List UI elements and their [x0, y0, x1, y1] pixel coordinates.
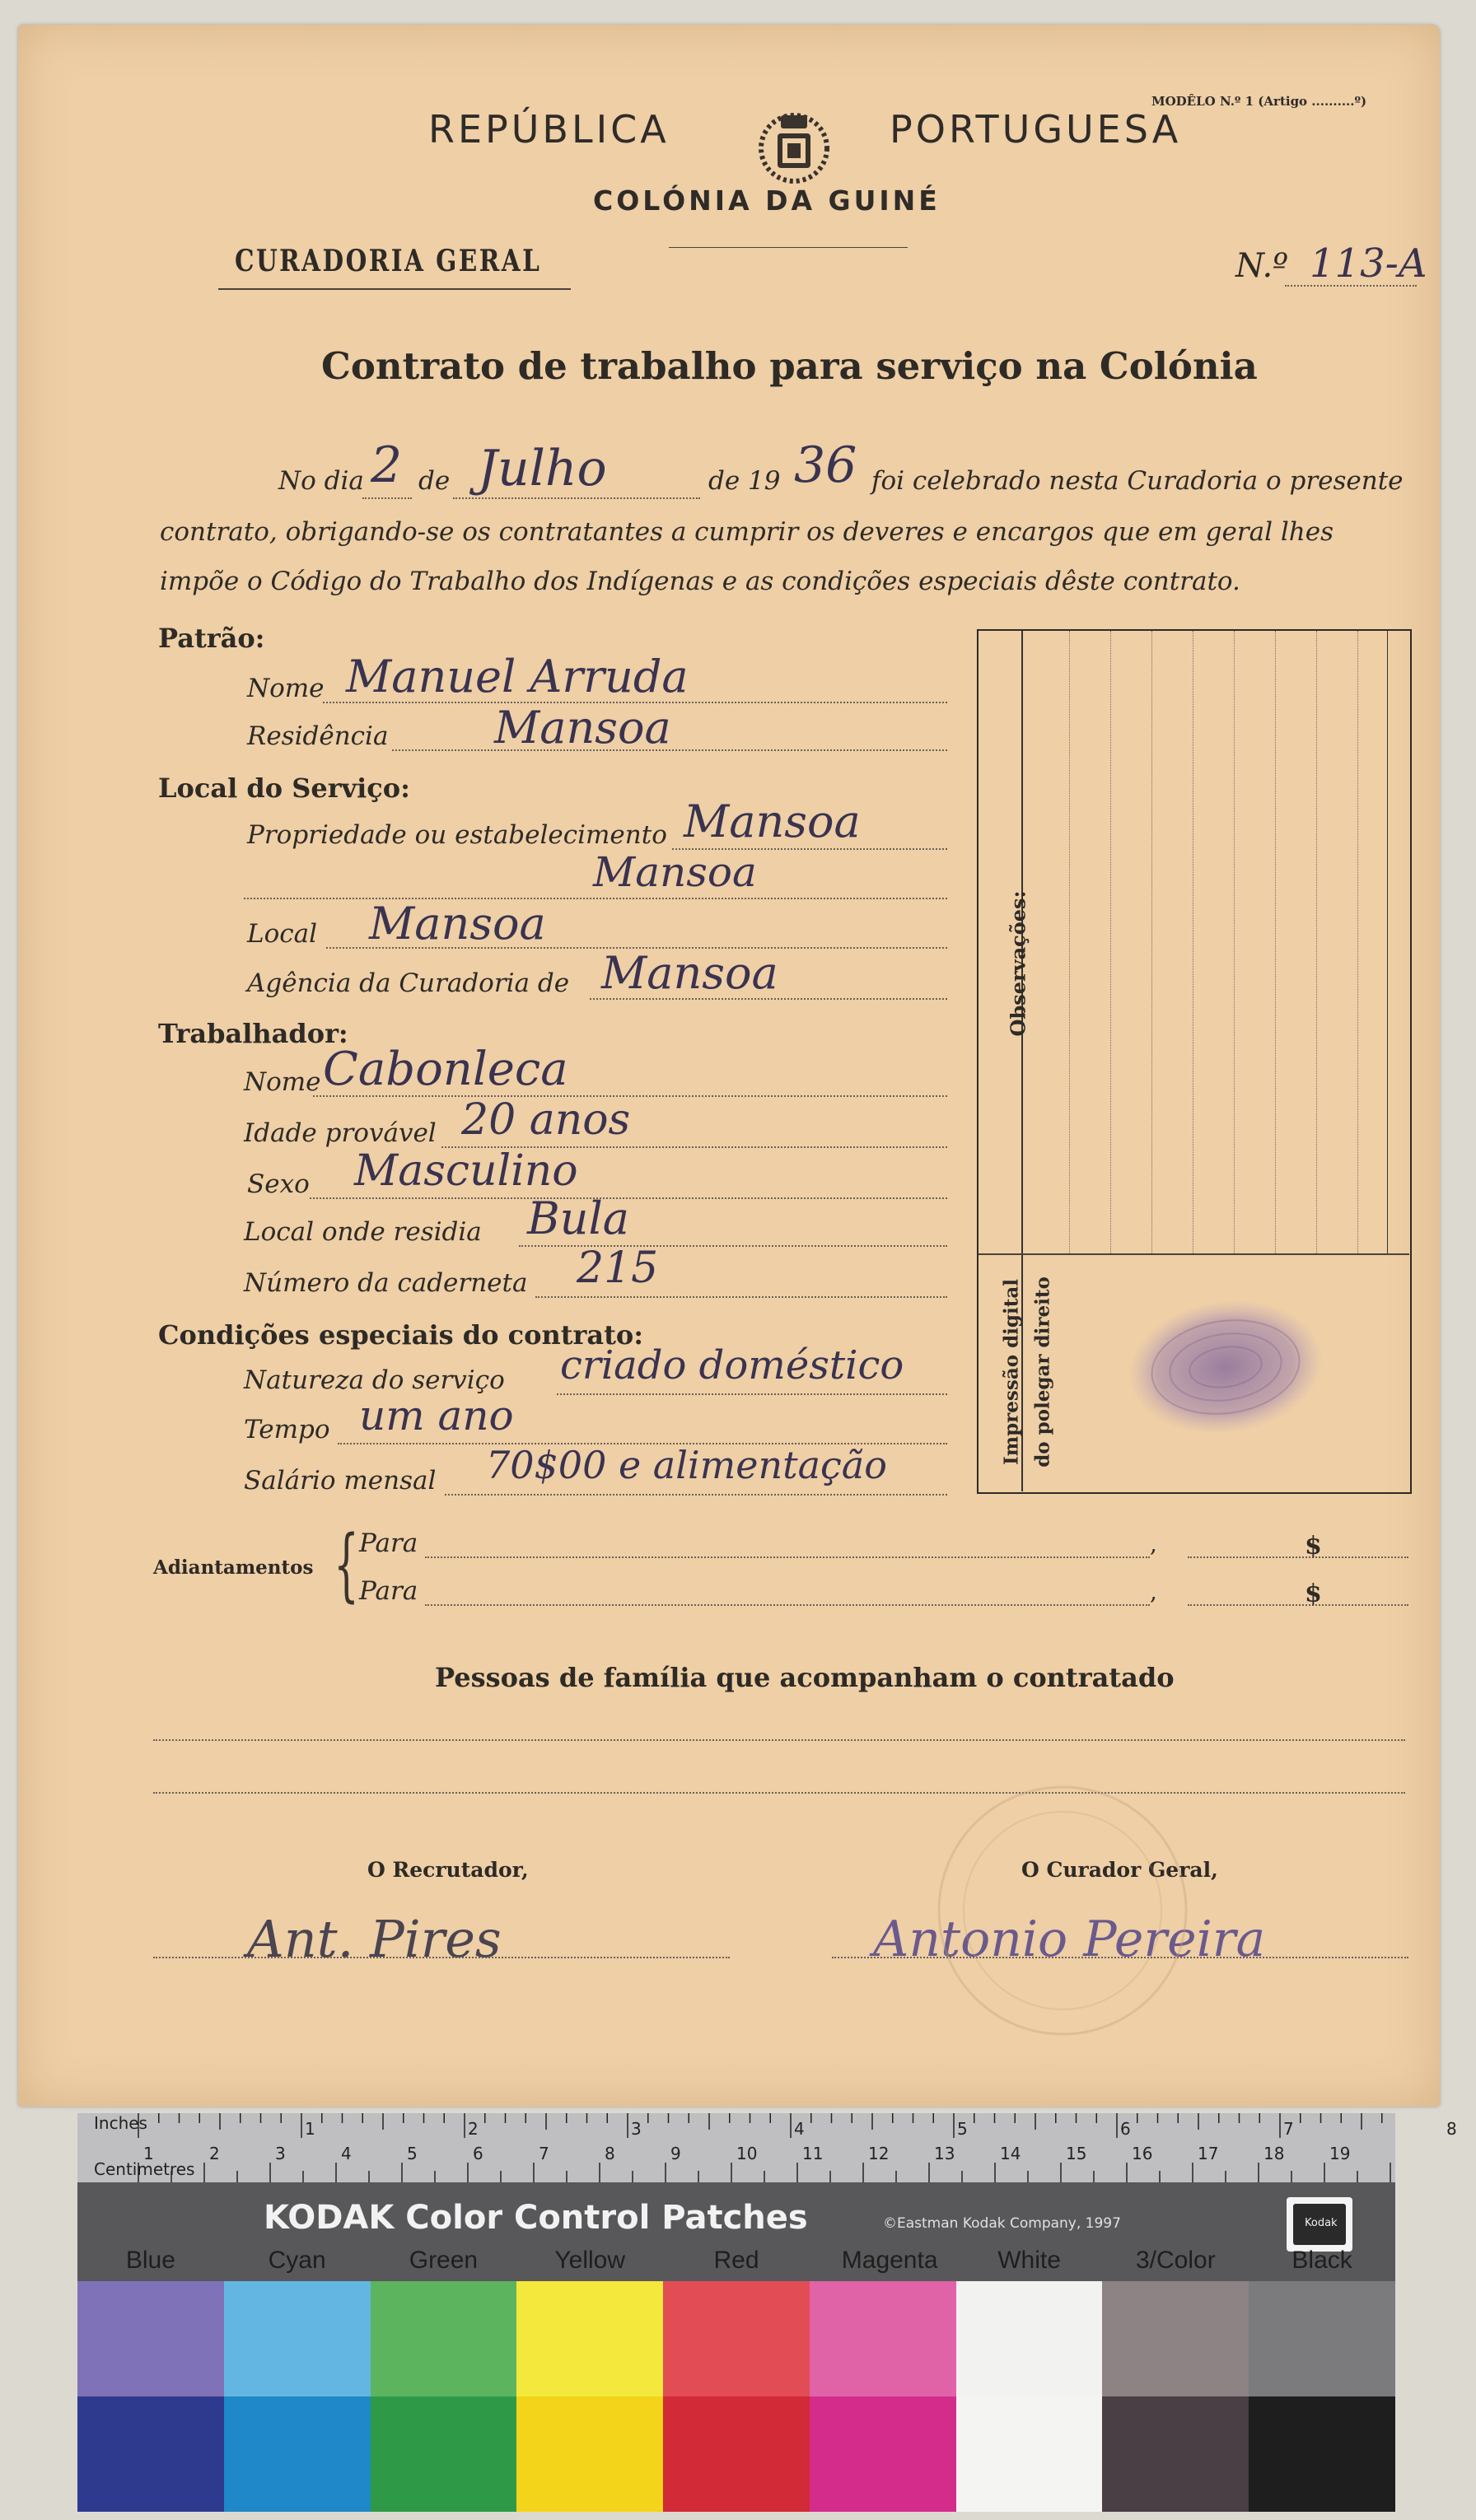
idade-label: Idade provável — [244, 1118, 437, 1148]
obs-col-3 — [1151, 631, 1152, 1253]
color-patch-top — [224, 2281, 371, 2396]
inch-tick-label: 7 — [1283, 2119, 1294, 2139]
number-dots — [1285, 285, 1417, 287]
thumbprint-icon — [1117, 1291, 1331, 1440]
local-value: Mansoa — [369, 898, 546, 950]
family-line-2 — [153, 1792, 1405, 1794]
adiantamento-comma-1: , — [1150, 1530, 1157, 1557]
inch-tick-label: 6 — [1120, 2119, 1131, 2139]
obs-col-8 — [1357, 631, 1358, 1253]
agencia-value: Mansoa — [601, 947, 778, 999]
color-patch-top — [371, 2281, 517, 2396]
caderneta-dots — [535, 1296, 947, 1298]
republic-left: REPÚBLICA — [428, 107, 670, 152]
republic-right: PORTUGUESA — [890, 107, 1182, 152]
patrao-heading: Patrão: — [158, 623, 265, 654]
adiantamento-currency-1: $ — [1305, 1532, 1322, 1561]
intro-month-dots — [453, 497, 700, 499]
thumb-label-2: do polegar direito — [1031, 1276, 1054, 1468]
recrutador-signature: Ant. Pires — [247, 1909, 502, 1969]
kodak-copyright: ©Eastman Kodak Company, 1997 — [883, 2215, 1121, 2232]
salario-dots — [445, 1494, 947, 1496]
cm-tick-label: 3 — [275, 2144, 286, 2163]
color-patch-bottom — [77, 2396, 224, 2512]
ruler-centimetres-label: Centimetres — [94, 2159, 195, 2179]
header-divider — [669, 247, 908, 248]
recrutador-dots — [153, 1957, 730, 1958]
adiantamento-comma-2: , — [1150, 1578, 1157, 1605]
tempo-value: um ano — [359, 1392, 514, 1440]
observacoes-label: Observações: — [1006, 890, 1030, 1037]
inch-tick-label: 2 — [468, 2119, 479, 2139]
propriedade-value: Mansoa — [684, 796, 861, 847]
color-patch-bottom — [1102, 2396, 1249, 2512]
cm-tick-label: 7 — [539, 2144, 549, 2163]
adiantamento-amount-2-dots — [1188, 1604, 1408, 1606]
color-patch-top — [77, 2281, 224, 2396]
obs-col-5 — [1234, 631, 1235, 1253]
obs-col-2 — [1110, 631, 1111, 1253]
color-patch-bottom — [810, 2396, 956, 2512]
cm-tick-label: 11 — [802, 2144, 824, 2163]
obs-col-6 — [1275, 631, 1276, 1253]
patch-label-black: Black — [1292, 2247, 1352, 2274]
cm-tick-label: 2 — [209, 2144, 220, 2163]
obs-col-right — [1387, 631, 1388, 1253]
condicoes-heading: Condições especiais do contrato: — [158, 1319, 644, 1351]
salario-label: Salário mensal — [244, 1466, 437, 1496]
agencia-label: Agência da Curadoria de — [247, 968, 570, 998]
sexo-value: Masculino — [354, 1146, 578, 1196]
idade-value: 20 anos — [461, 1095, 631, 1145]
salario-value: 70$00 e alimentação — [486, 1443, 887, 1487]
cm-tick-label: 10 — [736, 2144, 758, 2163]
color-patch-top — [516, 2281, 663, 2396]
patrao-residencia-value: Mansoa — [494, 702, 671, 754]
agencia-dots — [590, 998, 947, 1000]
trabalhador-nome-value: Cabonleca — [323, 1043, 568, 1096]
residia-value: Bula — [527, 1192, 629, 1244]
intro-line3: impõe o Código do Trabalho dos Indígenas e as condições especiais dêste contrato. — [160, 567, 1240, 596]
official-seal-icon — [931, 1779, 1194, 2042]
patch-label-red: Red — [713, 2247, 759, 2274]
model-number: MODÊLO N.º 1 (Artigo ..........º) — [1151, 94, 1367, 109]
kodak-logo-text: Kodak — [1305, 2217, 1338, 2229]
natureza-value: criado doméstico — [560, 1342, 904, 1388]
caderneta-label: Número da caderneta — [244, 1268, 528, 1298]
patrao-nome-label: Nome — [247, 674, 325, 703]
trabalhador-nome-label: Nome — [244, 1067, 321, 1097]
adiantamento-currency-2: $ — [1305, 1580, 1322, 1608]
cm-tick-label: 13 — [934, 2144, 955, 2163]
color-patch-bottom — [371, 2396, 517, 2512]
curador-label: O Curador Geral, — [1021, 1858, 1218, 1882]
ruler-ticks — [77, 2113, 1457, 2182]
cm-tick-label: 16 — [1132, 2144, 1153, 2163]
contract-title: Contrato de trabalho para serviço na Colónia — [321, 344, 1258, 388]
measurement-ruler — [77, 2113, 1457, 2182]
color-patch-top — [810, 2281, 956, 2396]
patch-label-yellow: Yellow — [554, 2247, 626, 2274]
intro-de-19: de 19 — [708, 466, 781, 496]
patrao-nome-value: Manuel Arruda — [346, 651, 689, 702]
color-patch-bottom — [1249, 2396, 1395, 2512]
color-patch-top — [1249, 2281, 1395, 2396]
coat-of-arms-icon — [750, 105, 838, 188]
color-patch-bottom — [663, 2396, 810, 2512]
propriedade-label: Propriedade ou estabelecimento — [247, 820, 667, 850]
color-patch-top — [663, 2281, 810, 2396]
cm-tick-label: 1 — [143, 2144, 154, 2163]
family-heading: Pessoas de família que acompanham o contratado — [435, 1662, 1175, 1693]
adiantamentos-label: Adiantamentos — [153, 1556, 314, 1579]
inch-tick-label: 3 — [631, 2119, 642, 2139]
color-patch-bottom — [956, 2396, 1103, 2512]
patch-label-green: Green — [409, 2247, 479, 2274]
residia-label: Local onde residia — [244, 1217, 482, 1247]
cm-tick-label: 15 — [1066, 2144, 1087, 2163]
inch-tick-label: 8 — [1446, 2119, 1457, 2139]
patch-label-cyan: Cyan — [268, 2247, 326, 2274]
family-line-1 — [153, 1739, 1405, 1741]
patch-label-blue: Blue — [125, 2247, 175, 2274]
intro-line1-rest: foi celebrado nesta Curadoria o presente — [871, 466, 1404, 496]
curador-signature: Antonio Pereira — [873, 1911, 1266, 1968]
cm-tick-label: 8 — [605, 2144, 615, 2163]
cm-tick-label: 9 — [670, 2144, 681, 2163]
color-patch-top — [956, 2281, 1103, 2396]
cm-tick-label: 12 — [868, 2144, 890, 2163]
inch-tick-label: 5 — [957, 2119, 968, 2139]
propriedade-extra-value: Mansoa — [593, 848, 757, 896]
natureza-dots — [557, 1393, 947, 1395]
cm-tick-label: 14 — [1000, 2144, 1021, 2163]
patrao-residencia-label: Residência — [247, 721, 389, 751]
intro-de: de — [418, 466, 451, 496]
cm-tick-label: 17 — [1198, 2144, 1219, 2163]
inch-tick-label: 1 — [305, 2119, 315, 2139]
local-servico-heading: Local do Serviço: — [158, 772, 410, 804]
color-patch-bottom — [516, 2396, 663, 2512]
cm-tick-label: 4 — [341, 2144, 352, 2163]
adiantamento-para-2: Para — [359, 1576, 418, 1606]
curadoria-label: CURADORIA GERAL — [235, 244, 542, 278]
adiantamento-para-1: Para — [359, 1528, 418, 1558]
obs-col-7 — [1316, 631, 1317, 1253]
curadoria-underline — [218, 288, 571, 290]
ruler-inches-label: Inches — [94, 2113, 147, 2133]
intro-day-dots — [362, 497, 412, 499]
color-patch-top — [1102, 2281, 1249, 2396]
color-control-strip — [77, 2182, 1395, 2281]
colony-name: COLÓNIA DA GUINÉ — [593, 184, 941, 217]
sexo-label: Sexo — [247, 1169, 310, 1199]
tempo-label: Tempo — [244, 1415, 330, 1444]
adiantamentos-brace: { — [334, 1519, 359, 1611]
intro-year: 36 — [794, 436, 857, 494]
color-patch-bottom — [224, 2396, 371, 2512]
cm-tick-label: 6 — [473, 2144, 483, 2163]
adiantamento-para-2-dots — [425, 1604, 1150, 1606]
intro-no-dia: No dia — [278, 466, 364, 496]
thumb-divider — [979, 1253, 1409, 1255]
intro-day: 2 — [371, 436, 403, 494]
obs-col-1 — [1069, 631, 1070, 1253]
caderneta-value: 215 — [577, 1244, 659, 1293]
patch-label-magenta: Magenta — [841, 2247, 938, 2274]
propriedade-extra-dots — [244, 898, 947, 899]
inch-tick-label: 4 — [794, 2119, 805, 2139]
cm-tick-label: 19 — [1329, 2144, 1351, 2163]
recrutador-label: O Recrutador, — [367, 1858, 529, 1882]
thumb-label-1: Impressão digital — [1000, 1279, 1023, 1465]
patch-label-3-color: 3/Color — [1135, 2247, 1216, 2274]
number-value: 113-A — [1310, 240, 1427, 287]
trabalhador-heading: Trabalhador: — [158, 1018, 348, 1049]
cm-tick-label: 18 — [1263, 2144, 1285, 2163]
intro-month: Julho — [478, 440, 607, 497]
adiantamento-para-1-dots — [425, 1556, 1150, 1558]
number-label: N.º — [1235, 247, 1288, 285]
kodak-logo-icon — [1287, 2197, 1352, 2252]
patch-label-white: White — [997, 2247, 1061, 2274]
cm-tick-label: 5 — [407, 2144, 418, 2163]
adiantamento-amount-1-dots — [1188, 1556, 1408, 1558]
kodak-title: KODAK Color Control Patches — [264, 2199, 808, 2237]
natureza-label: Natureza do serviço — [244, 1365, 505, 1395]
patrao-residencia-dots — [392, 749, 947, 751]
intro-line2: contrato, obrigando-se os contratantes a cumprir os deveres e encargos que em geral lhes — [160, 517, 1334, 547]
local-label: Local — [247, 919, 318, 949]
